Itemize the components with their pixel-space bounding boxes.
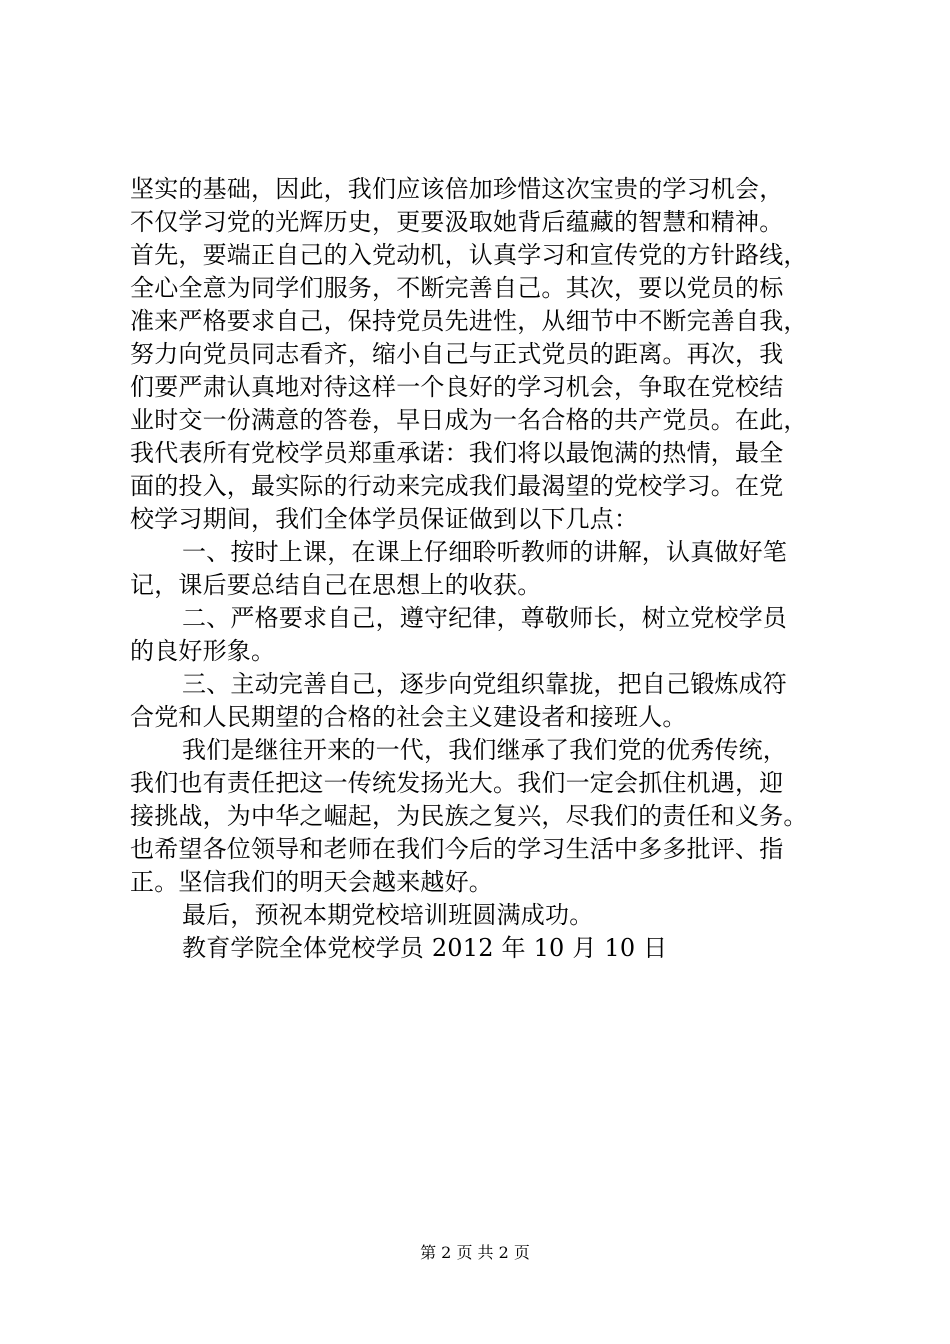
- closing-wish-line: 最后，预祝本期党校培训班圆满成功。: [182, 901, 594, 929]
- text-line: 努力向党员同志看齐，缩小自己与正式党员的距离。再次，我: [130, 340, 784, 368]
- text-line: 的良好形象。: [130, 637, 276, 665]
- page-footer: 第 2 页 共 2 页: [420, 1243, 530, 1262]
- text-line: 我们也有责任把这一传统发扬光大。我们一定会抓住机遇，迎: [130, 769, 784, 797]
- body-text: [130, 173, 850, 965]
- text-line: 坚实的基础，因此，我们应该倍加珍惜这次宝贵的学习机会，: [130, 175, 784, 203]
- text-line: 面的投入，最实际的行动来完成我们最渴望的党校学习。在党: [130, 472, 784, 500]
- text-line: 也希望各位领导和老师在我们今后的学习生活中多多批评、指: [130, 835, 784, 863]
- signature-line: 教育学院全体党校学员 2012 年 10 月 10 日: [182, 934, 668, 962]
- text-line: 记，课后要总结自己在思想上的收获。: [130, 571, 542, 599]
- text-line: 正。坚信我们的明天会越来越好。: [130, 868, 493, 896]
- text-line: 接挑战，为中华之崛起，为民族之复兴，尽我们的责任和义务。: [130, 802, 808, 830]
- list-item-1-line: 一、按时上课，在课上仔细聆听教师的讲解，认真做好笔: [182, 538, 787, 566]
- text-line: 准来严格要求自己，保持党员先进性，从细节中不断完善自我，: [130, 307, 808, 335]
- paragraph-start-line: 我们是继往开来的一代，我们继承了我们党的优秀传统，: [182, 736, 787, 764]
- text-line: 业时交一份满意的答卷，早日成为一名合格的共产党员。在此，: [130, 406, 808, 434]
- list-item-2-line: 二、严格要求自己，遵守纪律，尊敬师长，树立党校学员: [182, 604, 787, 632]
- text-line: 首先，要端正自己的入党动机，认真学习和宣传党的方针路线，: [130, 241, 808, 269]
- text-line: 们要严肃认真地对待这样一个良好的学习机会，争取在党校结: [130, 373, 784, 401]
- text-line: 合党和人民期望的合格的社会主义建设者和接班人。: [130, 703, 687, 731]
- list-item-3-line: 三、主动完善自己，逐步向党组织靠拢，把自己锻炼成符: [182, 670, 787, 698]
- text-line: 校学习期间，我们全体学员保证做到以下几点：: [130, 505, 639, 533]
- text-line: 我代表所有党校学员郑重承诺：我们将以最饱满的热情，最全: [130, 439, 784, 467]
- text-line: 全心全意为同学们服务，不断完善自己。其次，要以党员的标: [130, 274, 784, 302]
- text-line: 不仅学习党的光辉历史，更要汲取她背后蕴藏的智慧和精神。: [130, 208, 784, 236]
